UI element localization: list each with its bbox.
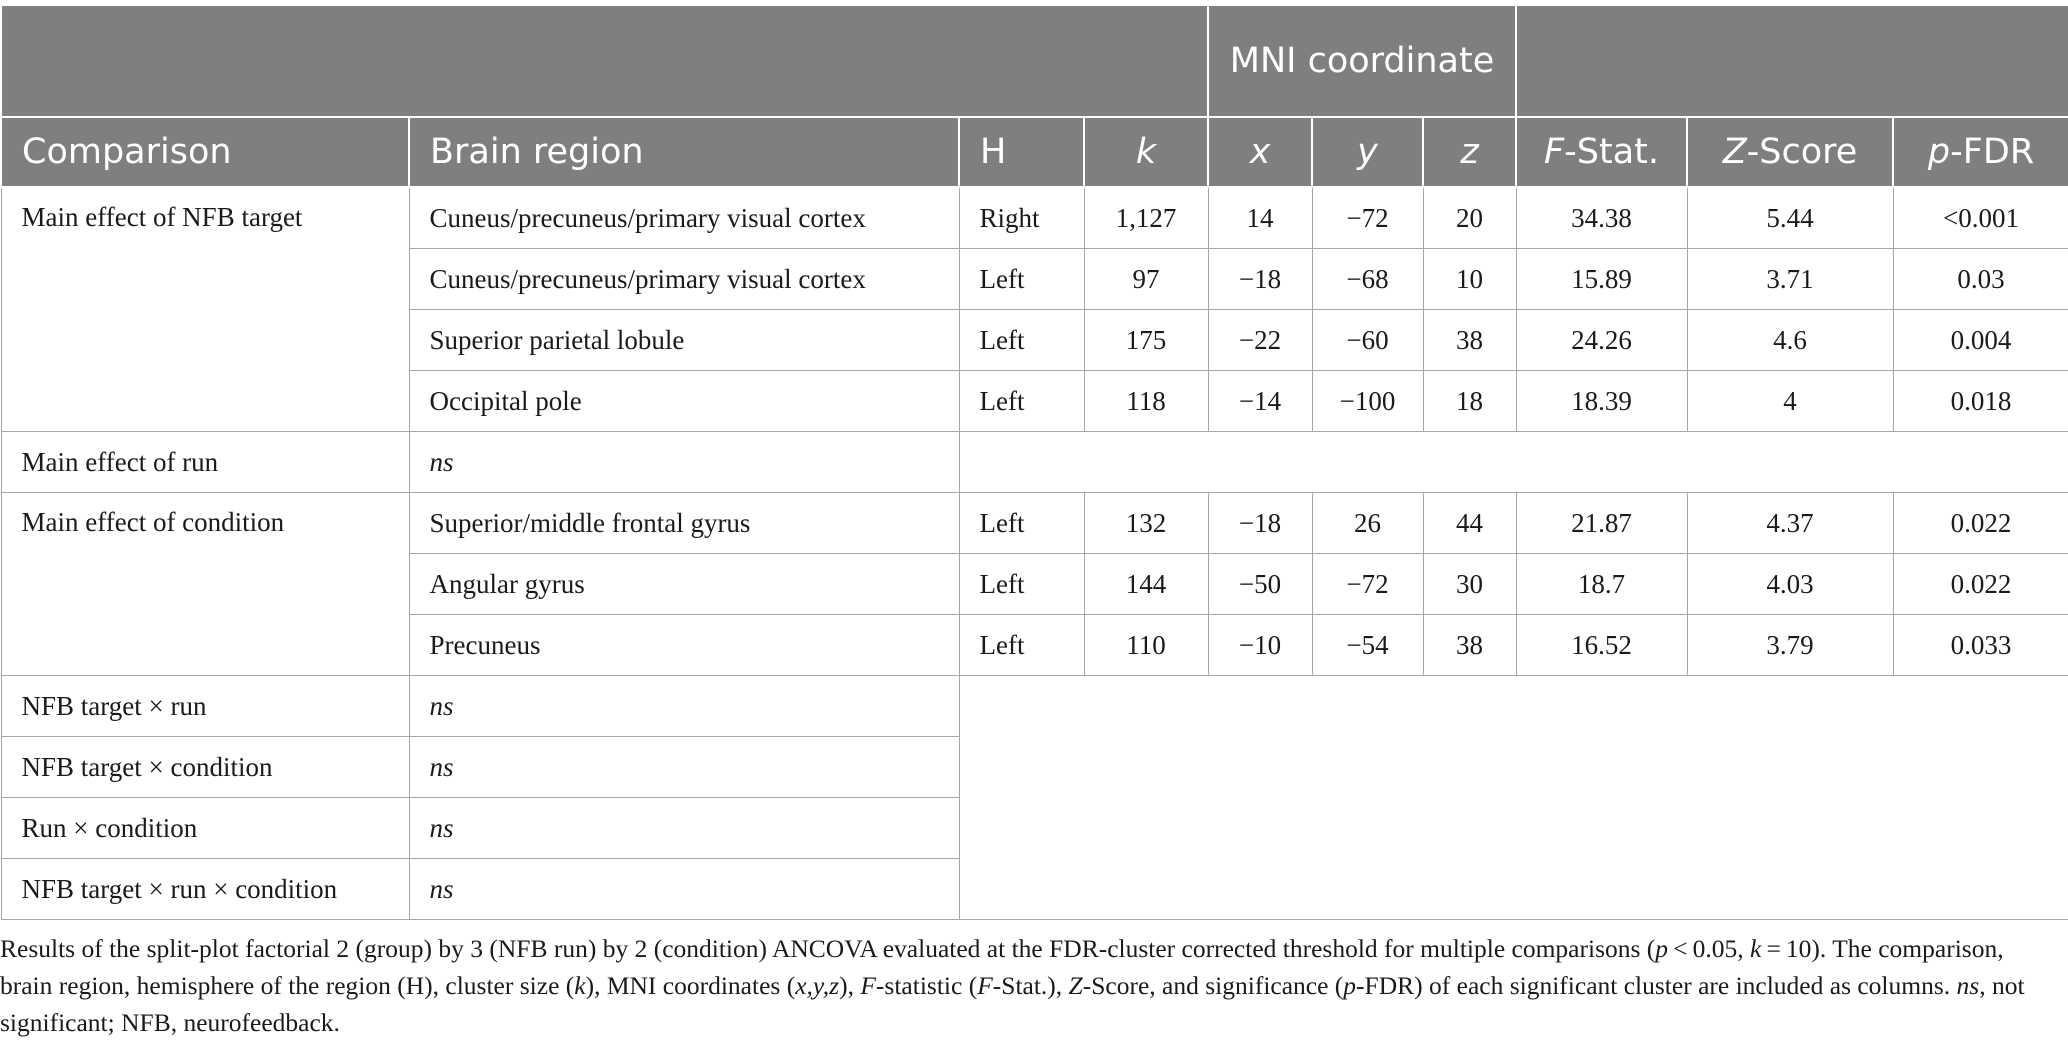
cluster-size-cell: 118: [1084, 371, 1208, 432]
mni-coordinate-header: MNI coordinate: [1208, 5, 1516, 117]
z-cell: 44: [1423, 493, 1516, 554]
cluster-size-cell: 144: [1084, 554, 1208, 615]
f-stat-cell: 34.38: [1516, 187, 1687, 249]
p-fdr-cell: 0.022: [1893, 554, 2068, 615]
hemisphere-cell: Left: [959, 554, 1084, 615]
comparison-cell: NFB target × run: [1, 676, 409, 737]
x-coordinate-header: x: [1208, 117, 1312, 187]
brain-region-cell: ns: [409, 798, 959, 859]
x-cell: 14: [1208, 187, 1312, 249]
y-cell: −54: [1312, 615, 1423, 676]
brain-region-cell: Occipital pole: [409, 371, 959, 432]
blank-header-cell: [1, 5, 1208, 117]
f-stat-cell: 18.7: [1516, 554, 1687, 615]
p-fdr-cell: 0.018: [1893, 371, 2068, 432]
z-score-cell: 4.37: [1687, 493, 1893, 554]
brain-region-cell: Superior/middle frontal gyrus: [409, 493, 959, 554]
z-score-cell: 4.03: [1687, 554, 1893, 615]
z-cell: 20: [1423, 187, 1516, 249]
y-cell: 26: [1312, 493, 1423, 554]
hemisphere-cell: Right: [959, 187, 1084, 249]
comparison-header: Comparison: [1, 117, 409, 187]
hemisphere-header: H: [959, 117, 1084, 187]
z-cell: 38: [1423, 310, 1516, 371]
blank-header-cell: [1516, 5, 2068, 117]
z-score-cell: 4.6: [1687, 310, 1893, 371]
y-cell: −72: [1312, 187, 1423, 249]
y-cell: −68: [1312, 249, 1423, 310]
x-cell: −22: [1208, 310, 1312, 371]
cluster-size-cell: 175: [1084, 310, 1208, 371]
z-cell: 30: [1423, 554, 1516, 615]
brain-region-cell: Cuneus/precuneus/primary visual cortex: [409, 187, 959, 249]
comparison-cell: Main effect of condition: [1, 493, 409, 676]
x-cell: −18: [1208, 249, 1312, 310]
x-cell: −14: [1208, 371, 1312, 432]
table-row: [1, 187, 2068, 249]
y-cell: −60: [1312, 310, 1423, 371]
z-score-cell: 5.44: [1687, 187, 1893, 249]
empty-cell: [959, 676, 2068, 920]
brain-region-cell: ns: [409, 432, 959, 493]
y-cell: −100: [1312, 371, 1423, 432]
column-header-row: [1, 117, 2068, 187]
y-cell: −72: [1312, 554, 1423, 615]
cluster-size-cell: 1,127: [1084, 187, 1208, 249]
comparison-cell: Main effect of run: [1, 432, 409, 493]
brain-region-cell: Precuneus: [409, 615, 959, 676]
z-cell: 18: [1423, 371, 1516, 432]
comparison-cell: Run × condition: [1, 798, 409, 859]
hemisphere-cell: Left: [959, 310, 1084, 371]
results-table: [0, 4, 2068, 920]
brain-region-cell: ns: [409, 737, 959, 798]
p-fdr-cell: <0.001: [1893, 187, 2068, 249]
p-fdr-cell: 0.022: [1893, 493, 2068, 554]
brain-region-cell: ns: [409, 676, 959, 737]
hemisphere-cell: Left: [959, 371, 1084, 432]
hemisphere-cell: Left: [959, 615, 1084, 676]
hemisphere-cell: Left: [959, 249, 1084, 310]
comparison-cell: NFB target × run × condition: [1, 859, 409, 920]
f-stat-cell: 15.89: [1516, 249, 1687, 310]
table-row: [1, 493, 2068, 554]
p-fdr-cell: 0.004: [1893, 310, 2068, 371]
f-stat-cell: 18.39: [1516, 371, 1687, 432]
p-fdr-cell: 0.033: [1893, 615, 2068, 676]
z-score-cell: 4: [1687, 371, 1893, 432]
x-cell: −18: [1208, 493, 1312, 554]
p-fdr-header: p-FDR: [1893, 117, 2068, 187]
brain-region-cell: ns: [409, 859, 959, 920]
x-cell: −10: [1208, 615, 1312, 676]
f-stat-cell: 21.87: [1516, 493, 1687, 554]
brain-region-header: Brain region: [409, 117, 959, 187]
cluster-size-header: k: [1084, 117, 1208, 187]
z-coordinate-header: z: [1423, 117, 1516, 187]
group-header-row: [1, 5, 2068, 117]
z-cell: 10: [1423, 249, 1516, 310]
brain-region-cell: Cuneus/precuneus/primary visual cortex: [409, 249, 959, 310]
brain-region-cell: Superior parietal lobule: [409, 310, 959, 371]
x-cell: −50: [1208, 554, 1312, 615]
cluster-size-cell: 110: [1084, 615, 1208, 676]
p-fdr-cell: 0.03: [1893, 249, 2068, 310]
cluster-size-cell: 132: [1084, 493, 1208, 554]
comparison-cell: Main effect of NFB target: [1, 187, 409, 432]
table-row: [1, 676, 2068, 737]
cluster-size-cell: 97: [1084, 249, 1208, 310]
brain-region-cell: Angular gyrus: [409, 554, 959, 615]
f-stat-cell: 16.52: [1516, 615, 1687, 676]
z-cell: 38: [1423, 615, 1516, 676]
empty-cell: [959, 432, 2068, 493]
table-row: [1, 432, 2068, 493]
comparison-cell: NFB target × condition: [1, 737, 409, 798]
z-score-cell: 3.79: [1687, 615, 1893, 676]
hemisphere-cell: Left: [959, 493, 1084, 554]
table-footnote: Results of the split-plot factorial 2 (group) by 3 (NFB run) by 2 (condition) ANCOVA evaluated at the FDR-cluster corrected threshold for multiple comparisons (p < 0.05, k = 10). The comparison, brain region, hemisphere of the region (H), cluster size (k), MNI coordinates (x,y,z), F-statistic (F-Stat.), Z-Score, and significance (p-FDR) of each significant cluster are included as columns. ns, not significant; NFB, neurofeedback.: [0, 934, 2025, 1037]
f-stat-cell: 24.26: [1516, 310, 1687, 371]
z-score-header: Z-Score: [1687, 117, 1893, 187]
f-stat-header: F-Stat.: [1516, 117, 1687, 187]
y-coordinate-header: y: [1312, 117, 1423, 187]
z-score-cell: 3.71: [1687, 249, 1893, 310]
